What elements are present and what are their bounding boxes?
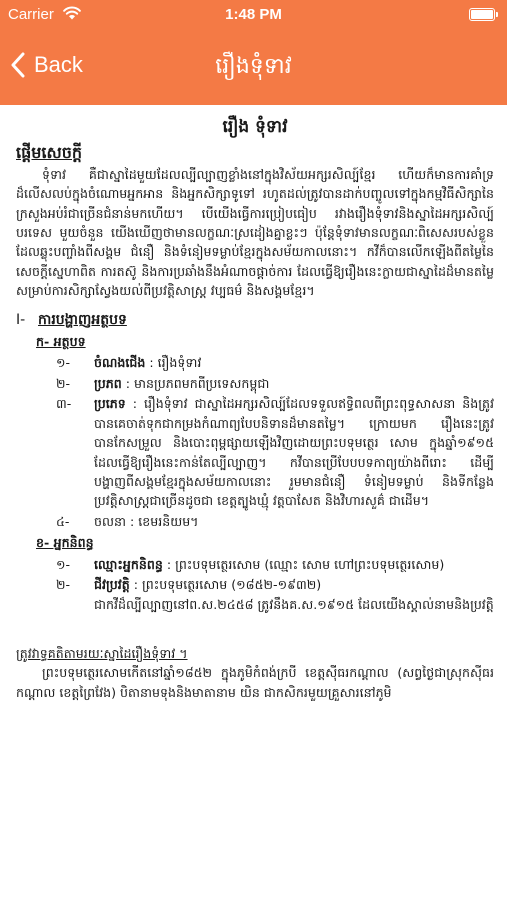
nav-title: រឿងទុំទាវ	[215, 54, 292, 79]
item-value: រឿងទុំទាវ ជាស្នាដៃអក្សរសិល្ប៍ដែលទទួលឥទ្ធិពលពីព្រះពុទ្ធសាសនា និងត្រូវបានគេចាត់ទុកជាកម្រងកំណាព្យបែបនិទានដ៏មានតម្លៃ។ ក្រោយមក រឿងនេះត្រូវបានកែសម្រួល និងបោះពុម្ពផ្សាយឡើងវិញដោយព្រះបទុមត្ថេរ សោម ក្នុងឆ្នាំ១៩១៥ ដែលធ្វើឱ្យរឿងនេះកាន់តែល្បីល្បាញ។ កវីបានប្រើបែបបទកាព្យយ៉ាងពីរោះ ដើម្បីបង្ហាញពីសង្គមខ្មែរក្នុងសម័យកាលនោះ រួមមានជំនឿ ទំនៀមទម្លាប់ និងទីកន្លែងប្រវត្តិសាស្ត្រជាច្រើនដូចជា ខេត្តត្បូងឃ្មុំ វត្តបាសែត និងវិហារសួគ៌ ជាដើម។	[94, 396, 494, 509]
list-text	[94, 353, 494, 372]
item-label: ជីវប្រវត្តិ	[94, 576, 130, 592]
list-item	[56, 374, 494, 393]
list-number: ១-	[56, 355, 71, 371]
subsection-title: ក- អត្ថបទ	[36, 334, 86, 350]
underlined-line: ត្រូវវាទ្ធគតិតាមរយៈស្នាដៃរឿងទុំទាវ ។	[16, 645, 188, 661]
item-label: ឈ្មោះអ្នកនិពន្ធ	[94, 556, 163, 572]
section-number: I-	[16, 311, 26, 328]
section-title: ការបង្ហាញអត្ថបទ	[38, 311, 127, 328]
item-label: ចំណងជើង	[94, 355, 146, 371]
subsection-heading-b	[36, 533, 494, 552]
section-heading-1	[16, 311, 494, 330]
list-text	[94, 394, 494, 510]
item-separator: :	[129, 576, 142, 592]
list-number: ២-	[56, 576, 71, 592]
subsection-heading-a	[36, 332, 494, 351]
item-separator: :	[162, 556, 176, 572]
item-separator: :	[125, 396, 144, 412]
list-number: ១-	[56, 556, 71, 572]
battery-icon	[469, 8, 495, 21]
list-text	[94, 512, 494, 531]
item-value: រឿងទុំទាវ	[157, 355, 202, 371]
list-number: ៣-	[56, 396, 72, 412]
item-value: ព្រះបទុមត្ថេរសោម (១៨៥២-១៩៣២)	[141, 576, 322, 592]
list-text	[94, 575, 494, 594]
item-value: មានប្រភពមកពីប្រទេសកម្ពុជា	[133, 375, 270, 391]
item-separator: :	[121, 375, 134, 391]
item-separator: :	[145, 355, 158, 371]
item-value: ចលនា : ខេមរនិយម។	[94, 513, 199, 529]
spacer	[16, 616, 494, 644]
list-item	[56, 575, 494, 594]
navigation-bar	[0, 30, 507, 105]
list-item	[56, 512, 494, 531]
list-text	[94, 374, 494, 393]
intro-paragraph: ទុំទាវ គឺជាស្នាដៃមួយដែលល្បីល្បាញខ្លាំងនៅក្នុងវិស័យអក្សរសិល្ប៍ខ្មែរ ហើយក៏មានការគាំទ្រដ៏លើសលប់ក្នុងចំណោមអ្នកអាន និងអ្នកសិក្សាទូទៅ រហូតដល់ត្រូវបានដាក់បញ្ចូលទៅក្នុងកម្មវិធីសិក្សានៃក្រសួងអប់រំជាច្រើនជំនាន់មកហើយ។ បើយើងធ្វើការប្រៀបធៀប រវាងរឿងទុំទាវនិងស្នាដៃអក្សរសិល្ប៍បរទេស មួយចំនួន យើងឃើញថាមានលក្ខណៈស្រដៀងគ្នាខ្លះៗ ប៉ុន្តែទុំទាវមានលក្ខណៈពិសេសរបស់ខ្លួន ដែលឆ្លុះបញ្ចាំងពីសង្គម ជំនឿ និងទំនៀមទម្លាប់ខ្មែរក្នុងសម័យកាលនោះ។ កវីក៏បានលើកឡើងពីតម្លៃនៃសេចក្តីស្នេហាពិត ការតស៊ូ និងការប្រឆាំងនឹងអំណាចផ្តាច់ការ ដែលធ្វើឱ្យរឿងនេះក្លាយជាស្នាដៃដ៏មានតម្លៃសម្រាប់ការសិក្សាស្វែងយល់ពីប្រវត្តិសាស្ត្រ វប្បធម៌ និងសង្គមខ្មែរ។	[16, 166, 494, 299]
list-item	[56, 353, 494, 372]
carrier-label: Carrier	[8, 6, 54, 23]
status-bar	[0, 0, 507, 30]
list-item	[56, 394, 494, 510]
list-item	[56, 555, 494, 574]
item-label: ប្រភេទ	[94, 396, 126, 412]
list-text	[94, 555, 494, 574]
back-label: Back	[34, 52, 83, 77]
item-value: ព្រះបទុមត្ថេរសោម (ឈ្មោះ សោម ហៅព្រះបទុមត្ថេរសោម)	[175, 556, 445, 572]
list-number: ២-	[56, 375, 71, 391]
document-title: រឿង ទុំទាវ	[222, 117, 288, 137]
list-number: ៤-	[56, 513, 70, 529]
subsection-title: ខ- អ្នកនិពន្ធ	[36, 535, 94, 551]
author-note: ជាកវីដ៏ល្បីល្បាញនៅព.ស.២៤៥៨ ត្រូវនឹងគ.ស.១៩១៥ ដែលយើងស្គាល់នាមនិងប្រវត្តិ	[94, 597, 494, 613]
intro-heading: ផ្តើមសេចក្តី	[16, 143, 83, 163]
article-body	[16, 112, 494, 702]
clock: 1:48 PM	[225, 6, 282, 23]
bottom-paragraph: ព្រះបទុមត្ថេរសោមកើតនៅឆ្នាំ១៨៥២ ក្នុងភូមិកំពង់ក្របី ខេត្តស៊ីធរកណ្តាល (សព្វថ្ងៃជាស្រុកស៊ីធរកណ្តាល ខេត្តព្រៃវែង) បិតានាមទុងនិងមាតានាម យិន ជាកសិករមួយគ្រួសារនៅភូមិ	[16, 665, 494, 700]
item-label: ប្រភព	[94, 375, 122, 391]
